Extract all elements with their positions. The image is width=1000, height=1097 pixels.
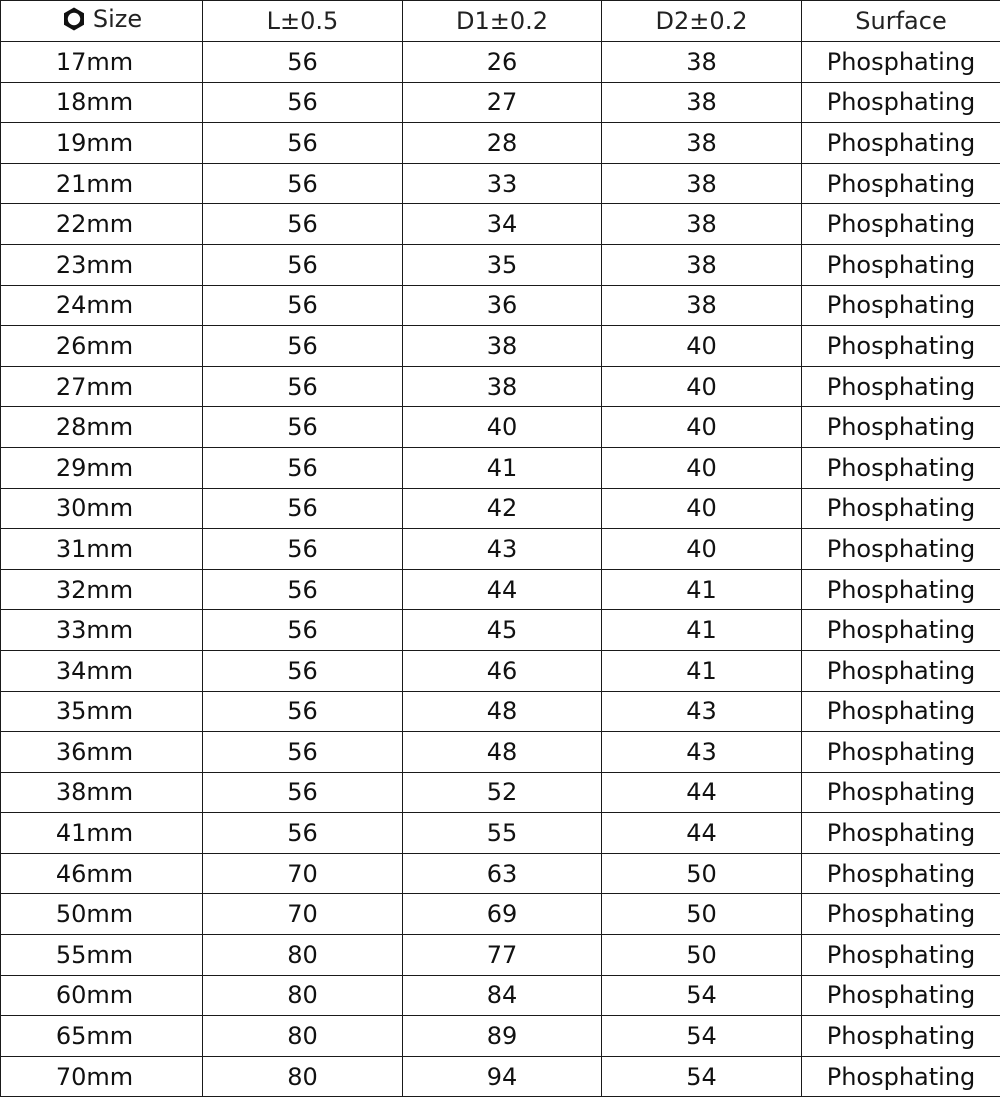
cell-d1: 84 — [403, 975, 602, 1016]
cell-d2: 50 — [602, 935, 802, 976]
cell-size: 17mm — [1, 42, 203, 83]
table-row — [1, 407, 1000, 448]
table-row — [1, 610, 1000, 651]
cell-size: 65mm — [1, 1016, 203, 1057]
cell-size: 19mm — [1, 123, 203, 164]
cell-d1: 52 — [403, 772, 602, 813]
cell-surface: Phosphating — [802, 935, 1000, 976]
table-row — [1, 366, 1000, 407]
cell-length: 56 — [203, 610, 403, 651]
cell-length: 56 — [203, 123, 403, 164]
cell-size: 36mm — [1, 732, 203, 773]
header-size — [1, 1, 203, 42]
cell-d1: 34 — [403, 204, 602, 245]
cell-length: 80 — [203, 975, 403, 1016]
table-row — [1, 853, 1000, 894]
cell-surface: Phosphating — [802, 772, 1000, 813]
table-row — [1, 772, 1000, 813]
cell-d2: 41 — [602, 650, 802, 691]
cell-length: 56 — [203, 366, 403, 407]
cell-surface: Phosphating — [802, 407, 1000, 448]
cell-surface: Phosphating — [802, 691, 1000, 732]
cell-length: 56 — [203, 82, 403, 123]
header-row — [1, 1, 1000, 42]
cell-size: 60mm — [1, 975, 203, 1016]
cell-size: 29mm — [1, 447, 203, 488]
cell-d2: 40 — [602, 407, 802, 448]
header-length: L±0.5 — [203, 1, 403, 42]
cell-d2: 38 — [602, 42, 802, 83]
cell-d1: 43 — [403, 529, 602, 570]
cell-surface: Phosphating — [802, 529, 1000, 570]
cell-length: 56 — [203, 163, 403, 204]
cell-size: 34mm — [1, 650, 203, 691]
cell-d1: 77 — [403, 935, 602, 976]
cell-size: 30mm — [1, 488, 203, 529]
cell-d2: 40 — [602, 326, 802, 367]
cell-surface: Phosphating — [802, 244, 1000, 285]
cell-d2: 41 — [602, 610, 802, 651]
cell-d2: 54 — [602, 1016, 802, 1057]
table-row — [1, 447, 1000, 488]
cell-length: 80 — [203, 1056, 403, 1097]
cell-surface: Phosphating — [802, 326, 1000, 367]
table-row — [1, 204, 1000, 245]
cell-d2: 38 — [602, 163, 802, 204]
cell-size: 24mm — [1, 285, 203, 326]
cell-d2: 43 — [602, 691, 802, 732]
cell-length: 80 — [203, 1016, 403, 1057]
header-d2: D2±0.2 — [602, 1, 802, 42]
cell-length: 56 — [203, 42, 403, 83]
cell-surface: Phosphating — [802, 366, 1000, 407]
cell-length: 56 — [203, 732, 403, 773]
table-row — [1, 813, 1000, 854]
cell-size: 27mm — [1, 366, 203, 407]
cell-d2: 50 — [602, 894, 802, 935]
table-row — [1, 935, 1000, 976]
table-row — [1, 163, 1000, 204]
cell-size: 26mm — [1, 326, 203, 367]
cell-surface: Phosphating — [802, 975, 1000, 1016]
table-row — [1, 732, 1000, 773]
cell-d1: 45 — [403, 610, 602, 651]
cell-size: 31mm — [1, 529, 203, 570]
cell-d1: 55 — [403, 813, 602, 854]
table-row — [1, 1056, 1000, 1097]
table-row — [1, 82, 1000, 123]
cell-d2: 38 — [602, 82, 802, 123]
cell-length: 56 — [203, 326, 403, 367]
cell-size: 21mm — [1, 163, 203, 204]
table-row — [1, 691, 1000, 732]
cell-length: 56 — [203, 204, 403, 245]
cell-d1: 46 — [403, 650, 602, 691]
cell-size: 22mm — [1, 204, 203, 245]
cell-size: 28mm — [1, 407, 203, 448]
cell-size: 55mm — [1, 935, 203, 976]
table-row — [1, 650, 1000, 691]
cell-size: 70mm — [1, 1056, 203, 1097]
cell-d2: 38 — [602, 244, 802, 285]
cell-size: 33mm — [1, 610, 203, 651]
cell-d1: 36 — [403, 285, 602, 326]
cell-surface: Phosphating — [802, 1016, 1000, 1057]
cell-surface: Phosphating — [802, 42, 1000, 83]
cell-d2: 44 — [602, 813, 802, 854]
cell-d1: 48 — [403, 732, 602, 773]
table-row — [1, 42, 1000, 83]
cell-d1: 28 — [403, 123, 602, 164]
cell-d1: 94 — [403, 1056, 602, 1097]
cell-d2: 54 — [602, 975, 802, 1016]
cell-d2: 40 — [602, 529, 802, 570]
hex-socket-icon — [61, 6, 87, 32]
cell-d1: 40 — [403, 407, 602, 448]
cell-d1: 41 — [403, 447, 602, 488]
cell-size: 18mm — [1, 82, 203, 123]
cell-d1: 63 — [403, 853, 602, 894]
table-row — [1, 569, 1000, 610]
cell-length: 70 — [203, 894, 403, 935]
cell-d1: 33 — [403, 163, 602, 204]
cell-d2: 40 — [602, 488, 802, 529]
cell-d2: 54 — [602, 1056, 802, 1097]
header-surface: Surface — [802, 1, 1000, 42]
cell-surface: Phosphating — [802, 894, 1000, 935]
cell-d1: 44 — [403, 569, 602, 610]
cell-length: 56 — [203, 650, 403, 691]
cell-d2: 40 — [602, 447, 802, 488]
cell-d1: 69 — [403, 894, 602, 935]
cell-size: 32mm — [1, 569, 203, 610]
cell-d1: 89 — [403, 1016, 602, 1057]
cell-d2: 38 — [602, 123, 802, 164]
cell-d1: 38 — [403, 326, 602, 367]
cell-surface: Phosphating — [802, 610, 1000, 651]
cell-d1: 35 — [403, 244, 602, 285]
cell-length: 56 — [203, 772, 403, 813]
cell-d2: 38 — [602, 285, 802, 326]
cell-length: 70 — [203, 853, 403, 894]
cell-length: 80 — [203, 935, 403, 976]
cell-surface: Phosphating — [802, 488, 1000, 529]
cell-d2: 38 — [602, 204, 802, 245]
header-size-label: Size — [93, 5, 142, 33]
table-row — [1, 975, 1000, 1016]
cell-length: 56 — [203, 569, 403, 610]
cell-d1: 27 — [403, 82, 602, 123]
cell-d2: 43 — [602, 732, 802, 773]
cell-surface: Phosphating — [802, 82, 1000, 123]
cell-length: 56 — [203, 244, 403, 285]
cell-surface: Phosphating — [802, 123, 1000, 164]
cell-d1: 26 — [403, 42, 602, 83]
table-row — [1, 1016, 1000, 1057]
table-row — [1, 488, 1000, 529]
cell-surface: Phosphating — [802, 569, 1000, 610]
cell-d2: 40 — [602, 366, 802, 407]
cell-size: 41mm — [1, 813, 203, 854]
table-body — [1, 42, 1000, 1097]
cell-size: 35mm — [1, 691, 203, 732]
cell-surface: Phosphating — [802, 447, 1000, 488]
table-row — [1, 529, 1000, 570]
cell-d1: 42 — [403, 488, 602, 529]
cell-d1: 38 — [403, 366, 602, 407]
cell-d2: 44 — [602, 772, 802, 813]
table-row — [1, 326, 1000, 367]
cell-length: 56 — [203, 488, 403, 529]
table-row — [1, 244, 1000, 285]
cell-length: 56 — [203, 529, 403, 570]
cell-surface: Phosphating — [802, 285, 1000, 326]
cell-surface: Phosphating — [802, 732, 1000, 773]
header-d1: D1±0.2 — [403, 1, 602, 42]
cell-surface: Phosphating — [802, 204, 1000, 245]
table-header — [1, 1, 1000, 42]
cell-surface: Phosphating — [802, 163, 1000, 204]
cell-d1: 48 — [403, 691, 602, 732]
cell-length: 56 — [203, 407, 403, 448]
cell-size: 50mm — [1, 894, 203, 935]
cell-d2: 41 — [602, 569, 802, 610]
cell-size: 38mm — [1, 772, 203, 813]
cell-length: 56 — [203, 813, 403, 854]
cell-length: 56 — [203, 447, 403, 488]
table-row — [1, 123, 1000, 164]
cell-surface: Phosphating — [802, 1056, 1000, 1097]
table-row — [1, 894, 1000, 935]
table-row — [1, 285, 1000, 326]
cell-d2: 50 — [602, 853, 802, 894]
cell-length: 56 — [203, 691, 403, 732]
cell-surface: Phosphating — [802, 853, 1000, 894]
cell-size: 23mm — [1, 244, 203, 285]
cell-size: 46mm — [1, 853, 203, 894]
cell-surface: Phosphating — [802, 813, 1000, 854]
cell-length: 56 — [203, 285, 403, 326]
cell-surface: Phosphating — [802, 650, 1000, 691]
